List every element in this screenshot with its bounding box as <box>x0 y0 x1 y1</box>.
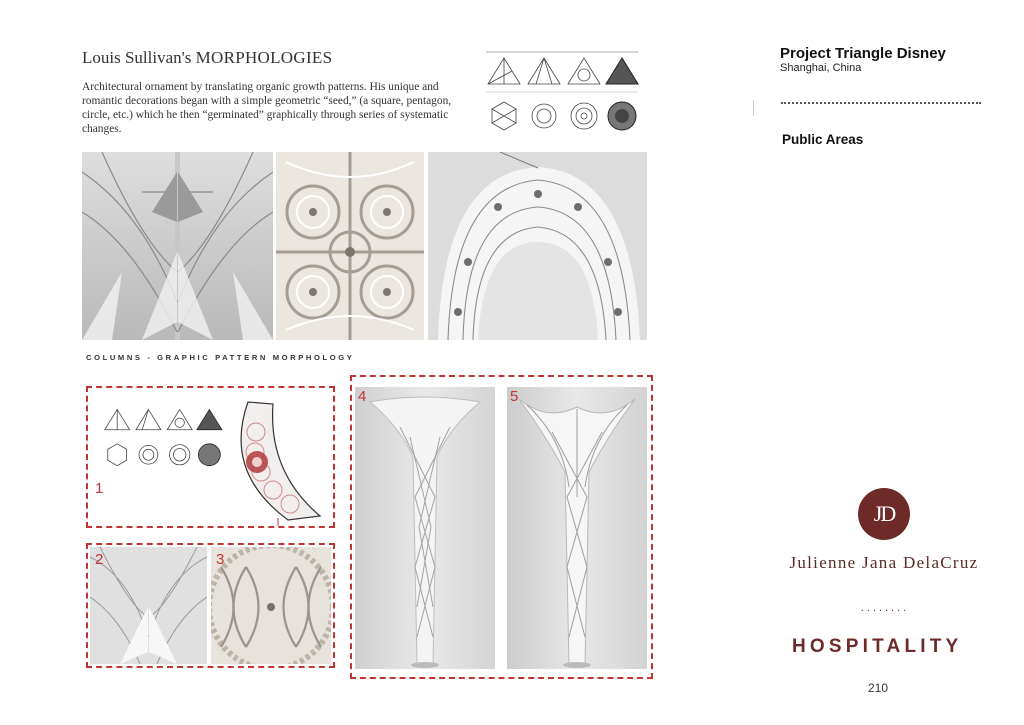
seed-morphology-sketch <box>482 44 642 140</box>
dot-separator: ........ <box>860 602 910 614</box>
title-prefix: Louis Sullivan's <box>82 48 192 67</box>
panel-number-1: 1 <box>95 480 104 497</box>
page-title <box>82 48 332 68</box>
panel-4-column-photo <box>355 387 495 669</box>
section-label: COLUMNS - GRAPHIC PATTERN MORPHOLOGY <box>86 353 355 362</box>
panel-3-photo <box>211 547 331 664</box>
designer-name: Julienne Jana DelaCruz <box>789 553 979 572</box>
panel-1-sketch <box>100 396 225 476</box>
ornament-photo-lattice <box>276 152 424 340</box>
project-title: Project Triangle Disney <box>780 45 946 62</box>
panel-number-2: 2 <box>95 551 104 568</box>
rule-tick <box>753 100 754 116</box>
project-location: Shanghai, China <box>780 62 862 74</box>
panel-number-3: 3 <box>216 551 225 568</box>
panel-2-photo <box>90 547 207 664</box>
panel-number-5: 5 <box>510 388 519 405</box>
category-label: HOSPITALITY <box>792 636 963 657</box>
title-emphasis: MORPHOLOGIES <box>195 48 333 67</box>
ornament-photo-ring <box>428 152 647 340</box>
panel-5-column-photo <box>507 387 647 669</box>
jd-logo: JD <box>858 488 910 540</box>
page-number: 210 <box>868 681 889 695</box>
ornament-photo-stalactite <box>82 152 273 340</box>
panel-number-4: 4 <box>358 388 367 405</box>
panel-1-curve-sketch <box>228 392 328 526</box>
area-heading: Public Areas <box>782 132 864 147</box>
intro-paragraph: Architectural ornament by translating organic growth patterns. His unique and romantic decorations began with a simple geometric “seed,” (a square, pentagon, circle, etc.) which he then “germinated” graphically through series of systematic changes. <box>82 81 452 135</box>
dotted-rule <box>781 102 981 104</box>
